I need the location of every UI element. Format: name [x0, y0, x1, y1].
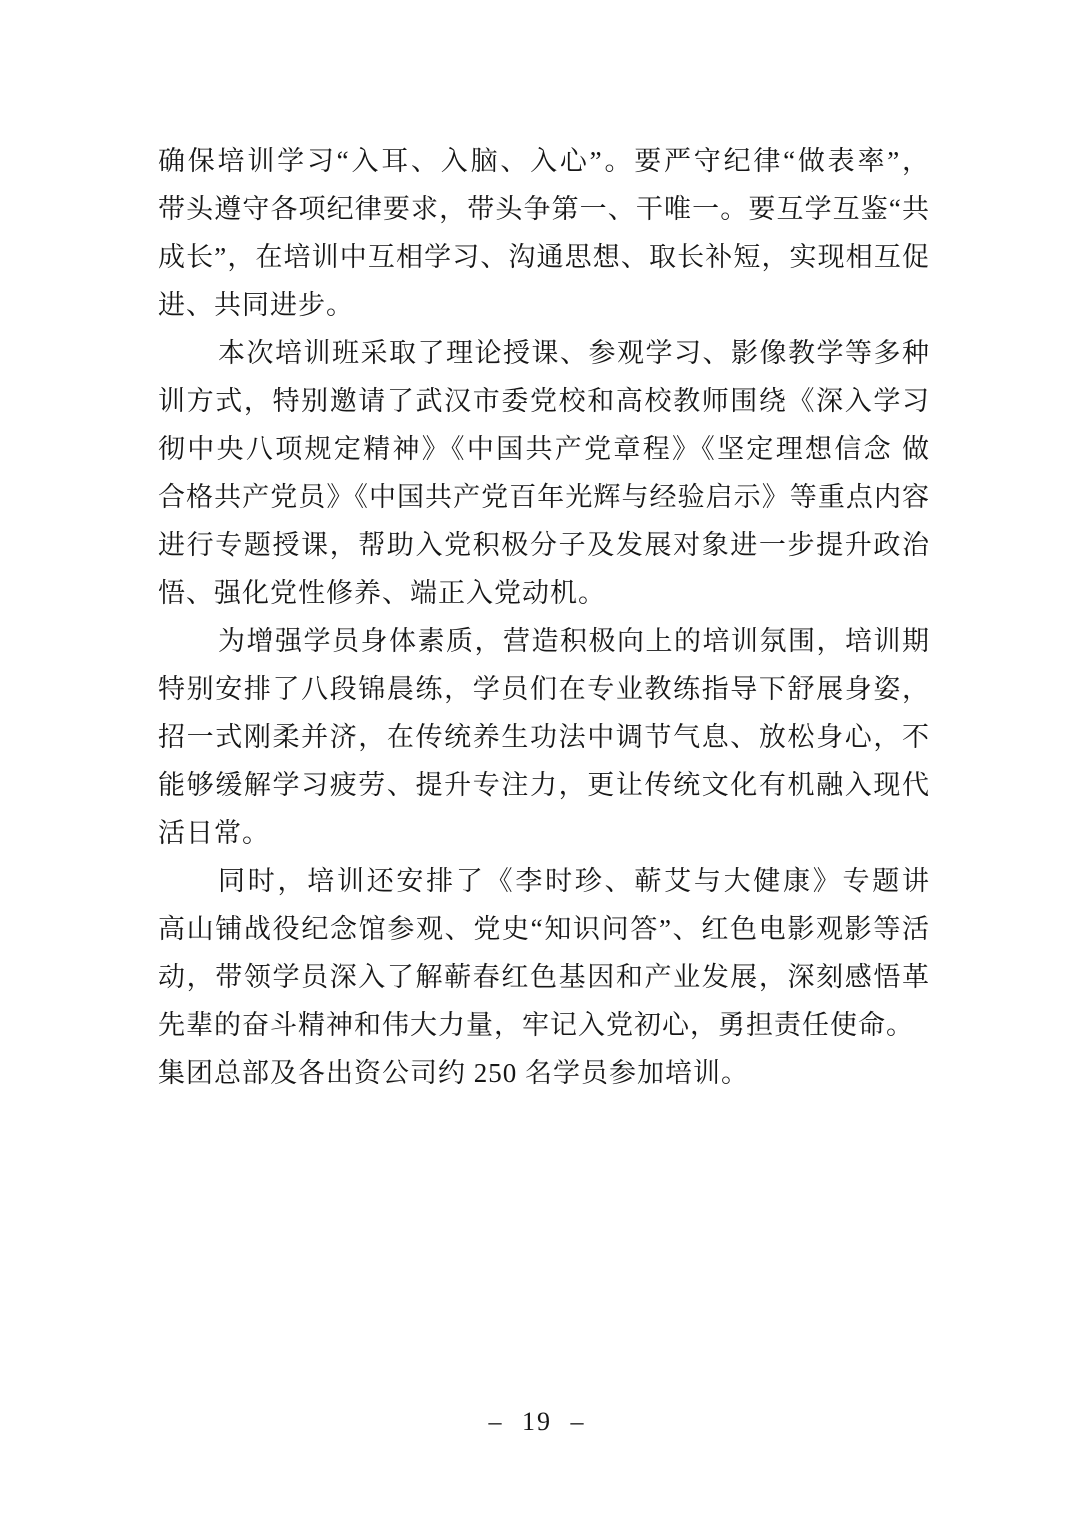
- text-line: 先辈的奋斗精神和伟大力量，牢记入党初心，勇担责任使命。: [158, 1010, 914, 1040]
- page-number: – 19 –: [488, 1407, 586, 1436]
- text-line: 彻中央八项规定精神》《中国共产党章程》《坚定理想信念 做: [158, 434, 930, 464]
- text-line: 训方式，特别邀请了武汉市委党校和高校教师围绕《深入学习: [158, 386, 930, 416]
- text-line: 能够缓解学习疲劳、提升专注力，更让传统文化有机融入现代: [158, 770, 930, 800]
- text-line: 带头遵守各项纪律要求，带头争第一、干唯一。要互学互鉴“共: [158, 194, 930, 224]
- paragraph: [158, 1049, 930, 1097]
- paragraph: [158, 137, 930, 329]
- text-line: 合格共产党员》《中国共产党百年光辉与经验启示》等重点内容: [158, 482, 930, 512]
- text-line: 动，带领学员深入了解蕲春红色基因和产业发展，深刻感悟革: [158, 962, 930, 992]
- page-footer: [0, 1402, 1074, 1442]
- text-line: 活日常。: [158, 818, 270, 848]
- paragraph: [158, 329, 930, 617]
- text-line: 悟、强化党性修养、端正入党动机。: [158, 578, 606, 608]
- text-line: 同时，培训还安排了《李时珍、蕲艾与大健康》专题讲: [218, 866, 930, 896]
- text-line: 成长”，在培训中互相学习、沟通思想、取长补短，实现相互促: [158, 242, 930, 272]
- text-line: 招一式刚柔并济，在传统养生功法中调节气息、放松身心，不: [158, 722, 930, 752]
- text-line: 为增强学员身体素质，营造积极向上的培训氛围，培训期: [218, 626, 930, 656]
- text-line: 进行专题授课，帮助入党积极分子及发展对象进一步提升政治: [158, 530, 930, 560]
- text-line: 本次培训班采取了理论授课、参观学习、影像教学等多种: [218, 338, 930, 368]
- paragraph: [158, 857, 930, 1049]
- text-line: 进、共同进步。: [158, 290, 354, 320]
- text-line: 确保培训学习“入耳、入脑、入心”。要严守纪律“做表率”，: [158, 146, 930, 176]
- paragraph: [158, 617, 930, 857]
- text-line: 高山铺战役纪念馆参观、党史“知识问答”、红色电影观影等活: [158, 914, 930, 944]
- text-line: 特别安排了八段锦晨练，学员们在专业教练指导下舒展身姿，: [158, 674, 930, 704]
- document-body: [158, 137, 930, 1097]
- text-line: 集团总部及各出资公司约 250 名学员参加培训。: [158, 1058, 749, 1088]
